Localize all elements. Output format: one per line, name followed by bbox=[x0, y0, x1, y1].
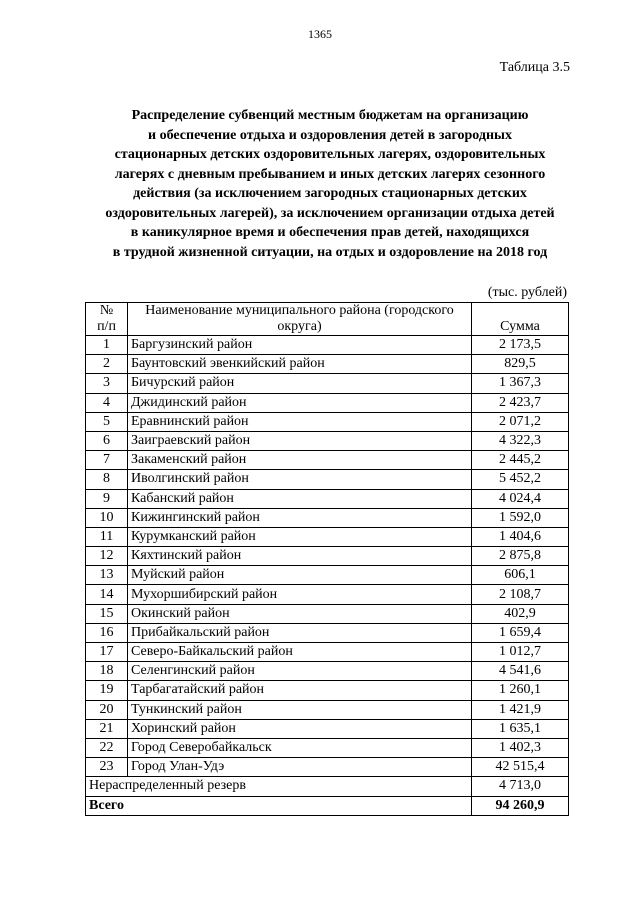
row-sum: 402,9 bbox=[472, 604, 569, 623]
table-row bbox=[86, 393, 569, 412]
title-line: Распределение субвенций местным бюджетам на организацию bbox=[131, 108, 529, 123]
row-number: 6 bbox=[86, 431, 128, 450]
row-number: 16 bbox=[86, 623, 128, 642]
row-number: 10 bbox=[86, 508, 128, 527]
row-number: 19 bbox=[86, 681, 128, 700]
row-name: Северо-Байкальский район bbox=[128, 643, 472, 662]
row-sum: 5 452,2 bbox=[472, 470, 569, 489]
table-row bbox=[86, 431, 569, 450]
reserve-sum: 4 713,0 bbox=[472, 777, 569, 796]
table-row bbox=[86, 700, 569, 719]
row-name: Закаменский район bbox=[128, 451, 472, 470]
units-label: (тыс. рублей) bbox=[487, 285, 567, 300]
row-sum: 1 659,4 bbox=[472, 623, 569, 642]
row-number: 12 bbox=[86, 547, 128, 566]
row-sum: 606,1 bbox=[472, 566, 569, 585]
row-sum: 2 173,5 bbox=[472, 336, 569, 355]
row-name: Окинский район bbox=[128, 604, 472, 623]
table-row bbox=[86, 566, 569, 585]
title-line: оздоровительных лагерей), за исключением организации отдыха детей bbox=[105, 205, 555, 221]
row-number: 3 bbox=[86, 374, 128, 393]
header-number-symbol: № bbox=[99, 303, 114, 318]
row-sum: 2 875,8 bbox=[472, 547, 569, 566]
row-name: Селенгинский район bbox=[128, 662, 472, 681]
document-title bbox=[75, 106, 585, 262]
row-sum: 1 592,0 bbox=[472, 508, 569, 527]
row-name: Прибайкальский район bbox=[128, 623, 472, 642]
title-line: стационарных детских оздоровительных лагерях, оздоровительных bbox=[114, 147, 546, 162]
row-sum: 1 635,1 bbox=[472, 719, 569, 738]
table-row bbox=[86, 604, 569, 623]
row-name: Тункинский район bbox=[128, 700, 472, 719]
row-sum: 4 322,3 bbox=[472, 431, 569, 450]
row-sum: 1 404,6 bbox=[472, 527, 569, 546]
table-row bbox=[86, 585, 569, 604]
page-number: 1365 bbox=[308, 27, 332, 41]
table-row bbox=[86, 681, 569, 700]
title-line: лагерях с дневным пребыванием и иных детских лагерях сезонного bbox=[114, 166, 546, 182]
table-row bbox=[86, 508, 569, 527]
row-sum: 2 423,7 bbox=[472, 393, 569, 412]
table-row bbox=[86, 374, 569, 393]
header-number-abbrev: п/п bbox=[97, 319, 116, 334]
row-number: 4 bbox=[86, 393, 128, 412]
header-name: Наименование муниципального района (городского округа) bbox=[128, 303, 472, 336]
row-number: 17 bbox=[86, 643, 128, 662]
row-name: Еравнинский район bbox=[128, 412, 472, 431]
row-sum: 1 421,9 bbox=[472, 700, 569, 719]
subsidy-table bbox=[85, 302, 569, 816]
title-line: действия (за исключением загородных стационарных детских bbox=[133, 186, 527, 201]
row-sum: 2 071,2 bbox=[472, 412, 569, 431]
table-row bbox=[86, 643, 569, 662]
row-name: Кабанский район bbox=[128, 489, 472, 508]
table-row bbox=[86, 527, 569, 546]
row-sum: 2 445,2 bbox=[472, 451, 569, 470]
row-name: Баргузинский район bbox=[128, 336, 472, 355]
table-row bbox=[86, 758, 569, 777]
row-name: Муйский район bbox=[128, 566, 472, 585]
table-row bbox=[86, 489, 569, 508]
total-sum: 94 260,9 bbox=[472, 796, 569, 815]
row-sum: 829,5 bbox=[472, 355, 569, 374]
row-number: 5 bbox=[86, 412, 128, 431]
row-sum: 2 108,7 bbox=[472, 585, 569, 604]
row-name: Город Улан-Удэ bbox=[128, 758, 472, 777]
table-row bbox=[86, 355, 569, 374]
table-row bbox=[86, 547, 569, 566]
row-name: Баунтовский эвенкийский район bbox=[128, 355, 472, 374]
row-sum: 4 541,6 bbox=[472, 662, 569, 681]
table-row bbox=[86, 623, 569, 642]
row-number: 23 bbox=[86, 758, 128, 777]
row-name: Тарбагатайский район bbox=[128, 681, 472, 700]
row-name: Заиграевский район bbox=[128, 431, 472, 450]
row-name: Бичурский район bbox=[128, 374, 472, 393]
table-row bbox=[86, 738, 569, 757]
row-name: Хоринский район bbox=[128, 719, 472, 738]
row-sum: 42 515,4 bbox=[472, 758, 569, 777]
row-number: 21 bbox=[86, 719, 128, 738]
row-sum: 1 367,3 bbox=[472, 374, 569, 393]
row-number: 2 bbox=[86, 355, 128, 374]
reserve-row bbox=[86, 777, 569, 796]
table-row bbox=[86, 470, 569, 489]
row-sum: 1 012,7 bbox=[472, 643, 569, 662]
table-row bbox=[86, 412, 569, 431]
row-name: Мухоршибирский район bbox=[128, 585, 472, 604]
table-header-row bbox=[86, 303, 569, 336]
row-sum: 1 402,3 bbox=[472, 738, 569, 757]
total-row bbox=[86, 796, 569, 815]
reserve-label: Нераспределенный резерв bbox=[86, 777, 472, 796]
row-number: 14 bbox=[86, 585, 128, 604]
row-number: 7 bbox=[86, 451, 128, 470]
table-row bbox=[86, 662, 569, 681]
row-number: 8 bbox=[86, 470, 128, 489]
row-number: 22 bbox=[86, 738, 128, 757]
row-sum: 4 024,4 bbox=[472, 489, 569, 508]
row-number: 18 bbox=[86, 662, 128, 681]
row-name: Джидинский район bbox=[128, 393, 472, 412]
table-row bbox=[86, 336, 569, 355]
row-number: 9 bbox=[86, 489, 128, 508]
row-name: Кяхтинский район bbox=[128, 547, 472, 566]
row-sum: 1 260,1 bbox=[472, 681, 569, 700]
row-name: Кижингинский район bbox=[128, 508, 472, 527]
header-number bbox=[86, 303, 128, 336]
row-number: 15 bbox=[86, 604, 128, 623]
table-row bbox=[86, 451, 569, 470]
title-line: и обеспечение отдыха и оздоровления детей в загородных bbox=[148, 127, 512, 143]
title-line: в трудной жизненной ситуации, на отдых и оздоровление на 2018 год bbox=[112, 244, 548, 260]
table-label: Таблица 3.5 bbox=[499, 60, 570, 75]
row-name: Иволгинский район bbox=[128, 470, 472, 489]
total-label: Всего bbox=[86, 796, 472, 815]
row-name: Курумканский район bbox=[128, 527, 472, 546]
row-name: Город Северобайкальск bbox=[128, 738, 472, 757]
table-row bbox=[86, 719, 569, 738]
row-number: 20 bbox=[86, 700, 128, 719]
title-line: в каникулярное время и обеспечения прав детей, находящихся bbox=[130, 225, 530, 240]
row-number: 13 bbox=[86, 566, 128, 585]
row-number: 1 bbox=[86, 336, 128, 355]
header-sum: Сумма bbox=[472, 303, 569, 336]
row-number: 11 bbox=[86, 527, 128, 546]
